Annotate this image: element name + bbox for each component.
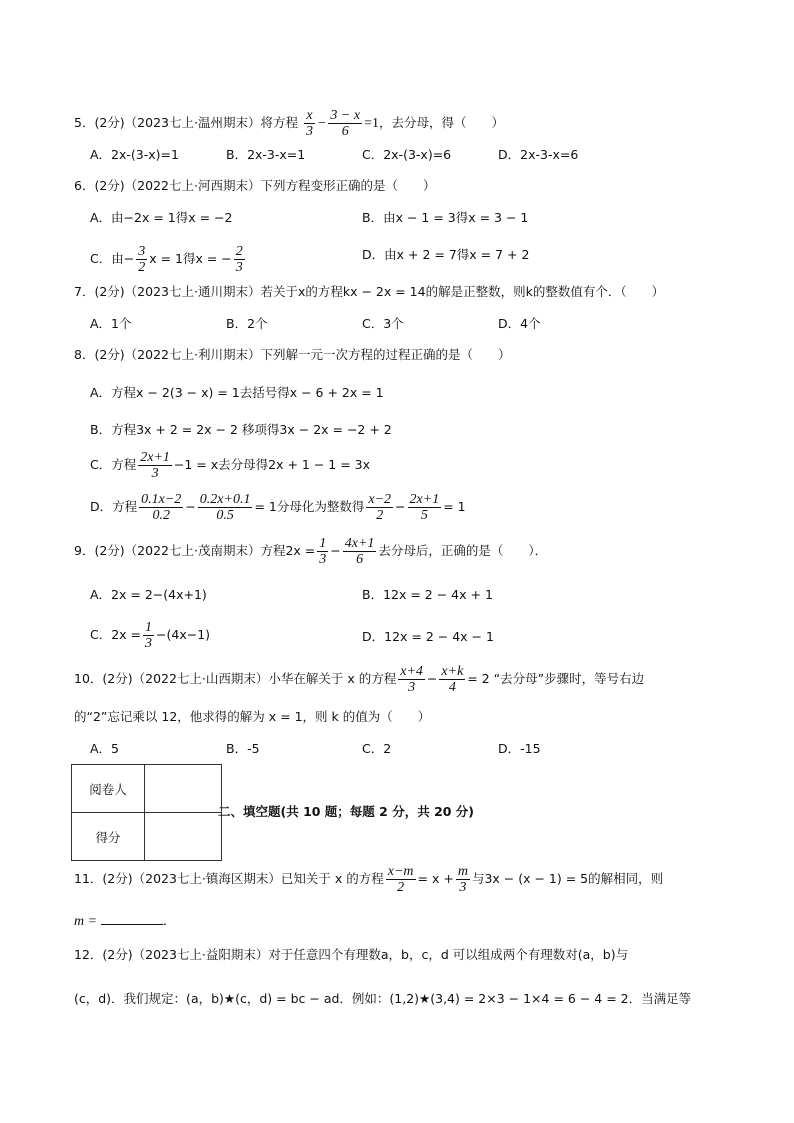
q9-option-a[interactable]: A．2x = 2−(4x+1): [90, 587, 207, 602]
frac-x2-2: $\frac{x-2}{2}$: [368, 492, 392, 523]
q5-stem: 5．(2分)（2023七上·温州期末）将方程 $\frac{x}{3}$ − $\frac{3 - x}{6}$ =1，去分母，得（ ）: [74, 108, 504, 139]
q5-head: 5．(2分)（2023七上·温州期末）将方程: [74, 115, 298, 130]
q5-option-d[interactable]: D．2x-3-x=6: [498, 147, 579, 162]
q8-stem: 8．(2分)（2022七上·利川期末）下列解一元一次方程的过程正确的是（ ）: [74, 347, 511, 362]
q10-option-c[interactable]: C．2: [362, 741, 392, 756]
q10-option-a[interactable]: A．5: [90, 741, 120, 756]
frac-x-3: $\frac{x}{3}$: [305, 108, 313, 139]
q10-option-b[interactable]: B．-5: [226, 741, 260, 756]
q8-d-post: = 1: [443, 499, 466, 514]
q6-c-pre: C．由−: [90, 251, 135, 266]
q10-tail: = 2 “去分母”步骤时，等号右边: [467, 671, 645, 686]
q9-stem: 9．(2分)（2022七上·茂南期末）方程2x = $\frac{1}{3}$ − $\frac{4x+1}{6}$ 去分母后，正确的是（ ）．: [74, 536, 548, 567]
frac-02x01-05: $\frac{0.2x+0.1}{0.5}$: [199, 492, 251, 523]
q5-option-a[interactable]: A．2x-(3-x)=1: [90, 147, 179, 162]
q7-option-d[interactable]: D．4个: [498, 316, 541, 331]
q10-option-d[interactable]: D．-15: [498, 741, 541, 756]
q12-line1: 12．(2分)（2023七上·益阳期末）对于任意四个有理数a，b，c，d 可以组成两个有理数对(a，b)与: [74, 947, 629, 962]
section-heading: 二、填空题(共 10 题；每题 2 分，共 20 分): [218, 804, 475, 819]
q5-rhs: =1: [364, 116, 379, 131]
q8-d-mid: = 1分母化为整数得: [254, 499, 365, 514]
q5-tail: ，去分母，得（ ）: [378, 115, 504, 130]
q6-option-b[interactable]: B．由x − 1 = 3得x = 3 − 1: [362, 210, 529, 225]
q8-c-pre: C．方程: [90, 457, 137, 472]
frac-2x1-3: $\frac{2x+1}{3}$: [140, 450, 170, 481]
q10-stem: 10．(2分)（2022七上·山西期末）小华在解关于 x 的方程 $\frac{x+4}{3}$ − $\frac{x+k}{4}$ = 2 “去分母”步骤时，等号右边: [74, 664, 645, 695]
frac-2x1-5: $\frac{2x+1}{5}$: [409, 492, 440, 523]
q7-option-a[interactable]: A．1个: [90, 316, 132, 331]
score-cell[interactable]: [145, 813, 222, 861]
q6-c-mid: x = 1得x = −: [149, 251, 232, 266]
q8-option-d[interactable]: D．方程 $\frac{0.1x-2}{0.2}$ − $\frac{0.2x+0.1}{0.5}$ = 1分母化为整数得 $\frac{x-2}{2}$ − $\frac{2x+1}{5}$ = 1: [90, 492, 466, 523]
frac-x4-3: $\frac{x+4}{3}$: [400, 664, 423, 695]
q11-head: 11．(2分)（2023七上·镇海区期末）已知关于 x 的方程: [74, 871, 384, 886]
reviewer-cell[interactable]: [145, 765, 222, 813]
q6-stem: 6．(2分)（2022七上·河西期末）下列方程变形正确的是（ ）: [74, 178, 436, 193]
q9-tail: 去分母后，正确的是（ ）．: [378, 543, 548, 558]
q9-head: 9．(2分)（2022七上·茂南期末）方程2x =: [74, 543, 316, 558]
q11-tail: 与3x − (x − 1) = 5的解相同，则: [471, 871, 664, 886]
q8-option-b[interactable]: B．方程3x + 2 = 2x − 2 移项得3x − 2x = −2 + 2: [90, 422, 392, 437]
frac-1-3: $\frac{1}{3}$: [319, 536, 327, 567]
q9-option-b[interactable]: B．12x = 2 − 4x + 1: [362, 587, 493, 602]
q5-option-b[interactable]: B．2x-3-x=1: [226, 147, 306, 162]
frac-3mx-6: $\frac{3 - x}{6}$: [330, 108, 361, 139]
q5-option-c[interactable]: C．2x-(3-x)=6: [362, 147, 452, 162]
score-label: 得分: [72, 813, 145, 861]
q10-head: 10．(2分)（2022七上·山西期末）小华在解关于 x 的方程: [74, 671, 397, 686]
reviewer-label: 阅卷人: [72, 765, 145, 813]
q8-option-a[interactable]: A．方程x − 2(3 − x) = 1去括号得x − 6 + 2x = 1: [90, 385, 384, 400]
frac-m-3: $\frac{m}{3}$: [457, 864, 468, 895]
frac-1-3-c: $\frac{1}{3}$: [145, 620, 153, 651]
frac-4x1-6: $\frac{4x+1}{6}$: [344, 536, 375, 567]
grading-table: [71, 764, 222, 861]
q11-stem: [74, 864, 663, 895]
q7-option-c[interactable]: C．3个: [362, 316, 404, 331]
q9-c-post: −(4x−1): [156, 627, 211, 642]
q11-answer-blank[interactable]: [101, 912, 163, 925]
q11-line2: [74, 912, 176, 931]
q8-c-post: −1 = x去分母得2x + 1 − 1 = 3x: [173, 457, 371, 472]
q7-stem: 7．(2分)（2023七上·通川期末）若关于x的方程kx − 2x = 14的解是正整数，则k的整数值有个．（ ）: [74, 284, 665, 299]
frac-3-2: $\frac{3}{2}$: [138, 244, 146, 275]
frac-2-3: $\frac{2}{3}$: [235, 244, 243, 275]
frac-xk-4: $\frac{x+k}{4}$: [441, 664, 464, 695]
q6-option-c[interactable]: [90, 244, 247, 275]
q9-c-pre: C．2x =: [90, 627, 142, 642]
q8-option-c[interactable]: [90, 450, 370, 481]
q9-option-d[interactable]: D．12x = 2 − 4x − 1: [362, 629, 494, 644]
frac-xm-2: $\frac{x-m}{2}$: [387, 864, 414, 895]
q11-period: ．: [163, 913, 176, 928]
q11-m-label: m =: [74, 914, 98, 929]
q9-option-c[interactable]: [90, 620, 210, 651]
q6-option-a[interactable]: A．由−2x = 1得x = −2: [90, 210, 233, 225]
q6-option-d[interactable]: D．由x + 2 = 7得x = 7 + 2: [362, 247, 530, 262]
q8-d-pre: D．方程: [90, 499, 138, 514]
q11-mid: = x +: [417, 871, 454, 886]
frac-01x2-02: $\frac{0.1x-2}{0.2}$: [141, 492, 182, 523]
q7-option-b[interactable]: B．2个: [226, 316, 268, 331]
q12-line2: (c，d)．我们规定：(a，b)★(c，d) = bc − ad．例如：(1,2)★(3,4) = 2×3 − 1×4 = 6 − 4 = 2．当满足等: [74, 991, 692, 1006]
q10-line2: 的“2”忘记乘以 12，他求得的解为 x = 1，则 k 的值为（ ）: [74, 709, 431, 724]
